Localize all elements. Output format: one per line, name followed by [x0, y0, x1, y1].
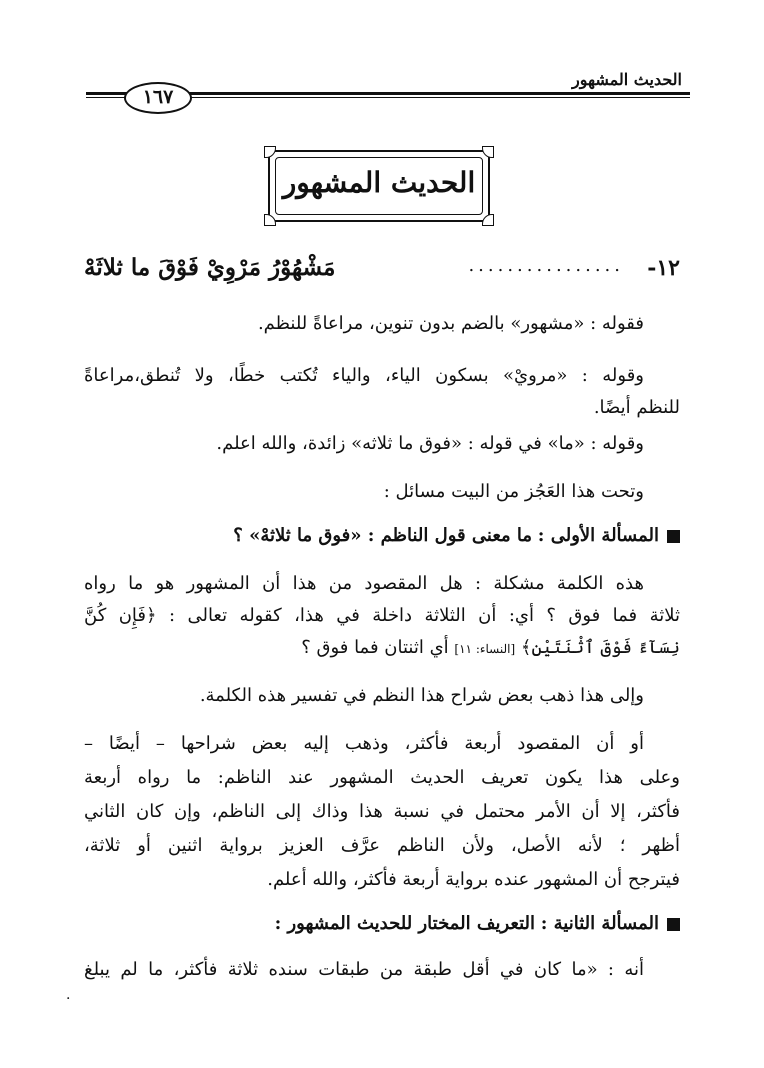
paragraph-3: وقوله : «ما» في قوله : «فوق ما ثلاثه» زائدة، والله اعلم.: [216, 433, 644, 454]
paragraph-5-line-3-rest: أي اثنتان فما فوق ؟: [301, 637, 449, 658]
paragraph-2-line-2: للنظم أيضًا.: [593, 397, 680, 418]
square-bullet-icon: [667, 918, 680, 931]
verse-number: ١٢-: [647, 255, 680, 281]
page-speck: ·: [66, 991, 71, 1007]
section-question-2: [84, 908, 680, 940]
quran-quote: نِسَآءً فَوْقَ ٱثْنَتَيْنِ﴾: [520, 637, 680, 658]
paragraph-7-line-3: فأكثر، إلا أن الأمر محتمل في نسبة هذا وذاك إلى الناظم، وإن كان الثاني: [84, 801, 680, 822]
quran-reference: [النساء: ١١]: [454, 642, 516, 656]
verse-dots: ................: [468, 255, 624, 276]
paragraph-8: أنه : «ما كان في أقل طبقة من طبقات سنده ثلاثة فأكثر، ما لم يبلغ: [84, 959, 644, 980]
paragraph-5-line-2: ثلاثة فما فوق ؟ أي: أن الثلاثة داخلة في هذا، كقوله تعالى : ﴿فَإِن كُنَّ: [84, 605, 680, 626]
paragraph-4: وتحت هذا العَجُز من البيت مسائل :: [383, 481, 644, 502]
paragraph-6: وإلى هذا ذهب بعض شراح هذا النظم في تفسير هذه الكلمة.: [199, 685, 644, 706]
running-header-title: الحديث المشهور: [572, 70, 682, 89]
chapter-title-frame: [268, 150, 490, 222]
question-1-text: ما معنى قول الناظم : «فوق ما ثلاثهْ» ؟: [233, 525, 533, 546]
frame-corner-ornament: [482, 214, 494, 226]
question-2-text: التعريف المختار للحديث المشهور :: [274, 913, 536, 934]
paragraph-5-line-1: هذه الكلمة مشكلة : هل المقصود من هذا أن المشهور هو ما رواه: [84, 573, 644, 594]
question-2-label: المسألة الثانية :: [540, 913, 659, 934]
verse-line: [84, 252, 680, 284]
square-bullet-icon: [667, 530, 680, 543]
frame-corner-ornament: [264, 214, 276, 226]
section-question-1: [84, 520, 680, 552]
frame-corner-ornament: [264, 146, 276, 158]
paragraph-7-line-4: أظهر ؛ لأنه الأصل، ولأن الناظم عرَّف العزيز برواية اثنين أو ثلاثة،: [84, 835, 680, 856]
paragraph-2-line-1: وقوله : «مرويْ» بسكون الياء، والياء تُكتب خطًا، ولا تُنطق،مراعاةً: [84, 365, 644, 386]
paragraph-7-line-5: فيترجح أن المشهور عنده برواية أربعة فأكثر، والله أعلم.: [267, 869, 680, 890]
chapter-title: الحديث المشهور: [282, 166, 476, 199]
question-1-label: المسألة الأولى :: [537, 525, 659, 546]
frame-corner-ornament: [482, 146, 494, 158]
paragraph-7-line-2: وعلى هذا يكون تعريف الحديث المشهور عند الناظم: ما رواه أربعة: [84, 767, 680, 788]
paragraph-1: فقوله : «مشهور» بالضم بدون تنوين، مراعاةً للنظم.: [257, 313, 644, 334]
verse-text: مَشْهُوْرُ مَرْوِيْ فَوْقَ ما ثلاثَهْ: [84, 254, 336, 281]
page-number: ١٦٧: [124, 82, 192, 114]
paragraph-5-line-3: [84, 632, 680, 665]
paragraph-7-line-1: أو أن المقصود أربعة فأكثر، وذهب إليه بعض شراحها – أيضًا –: [84, 733, 644, 754]
